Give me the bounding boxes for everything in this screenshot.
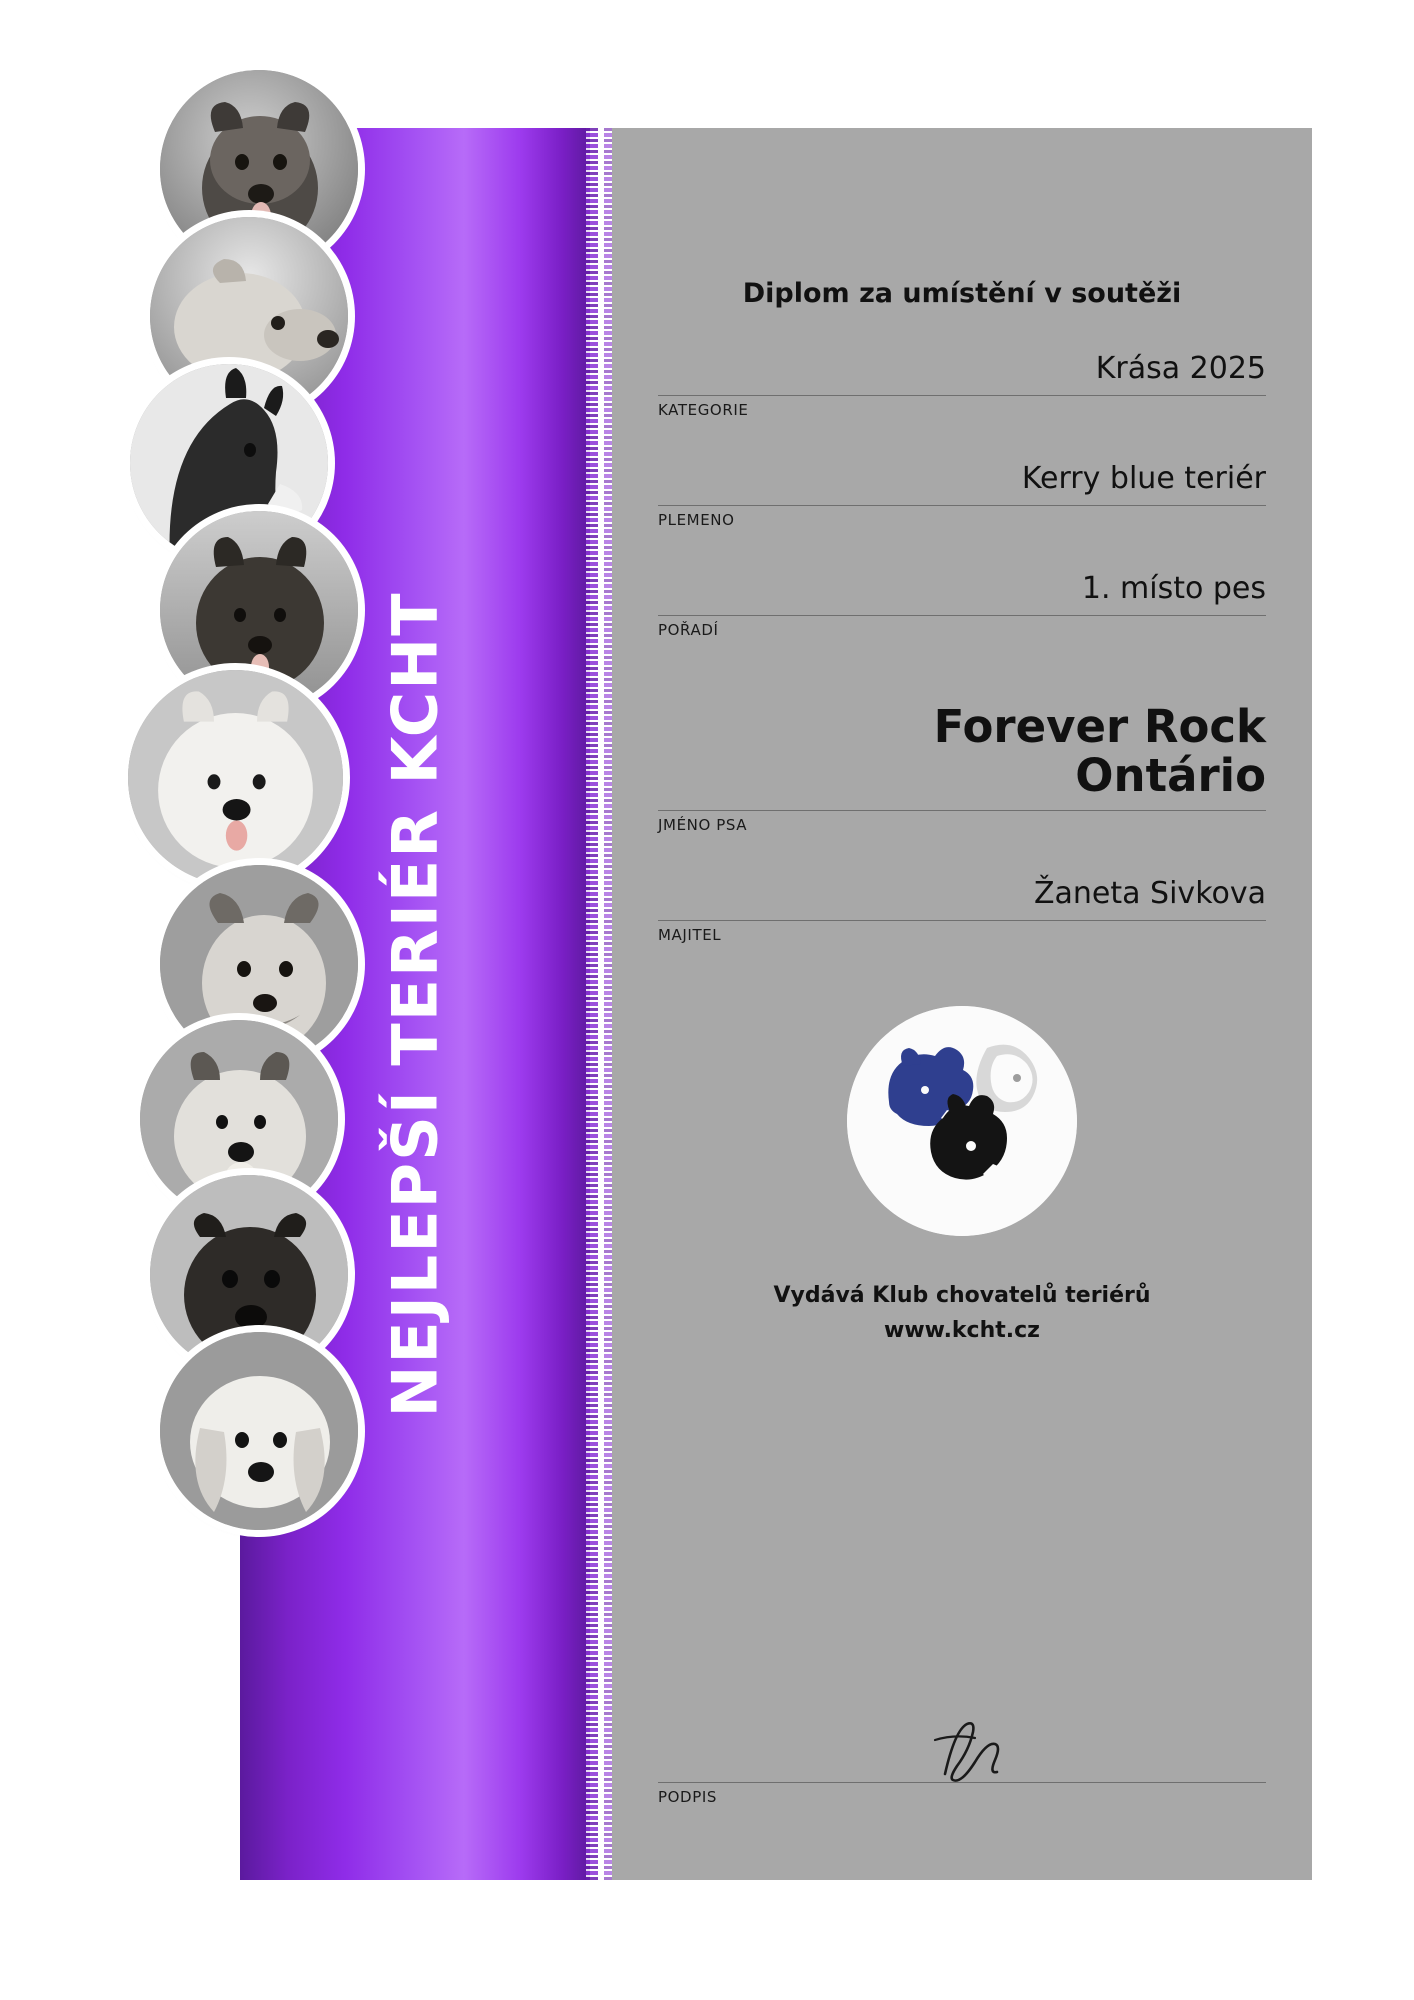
publisher-line-1: Vydává Klub chovatelů teriérů [773,1283,1151,1309]
signature-block [658,1712,1266,1806]
dog-photo-dandie-dinmont-terrier-image [160,1332,358,1530]
certificate-content [612,128,1312,1880]
band-edge-right [604,128,612,1880]
publisher-line-2: www.kcht.cz [884,1318,1040,1344]
field-kategorie-value: Krása 2025 [1095,351,1266,386]
field-poradi-value: 1. místo pes [1081,571,1266,606]
dog-photo-strip [150,70,390,1880]
publisher-block [658,1278,1266,1348]
field-kategorie-label: KATEGORIE [658,401,749,419]
field-jmeno-psa-label: JMÉNO PSA [658,816,748,835]
field-jmeno-psa [658,700,1266,835]
field-plemeno-value: Kerry blue teriér [1021,461,1266,496]
dog-photo-west-highland-white-terrier-image [128,670,343,885]
field-poradi-label: POŘADÍ [658,621,719,639]
field-majitel-label: MAJITEL [658,926,722,945]
field-majitel [658,876,1266,944]
band-edge-left [586,128,598,1880]
signature-label: PODPIS [658,1788,717,1806]
dog-photo-dandie-dinmont-terrier [160,1332,358,1530]
field-plemeno [658,461,1266,529]
field-poradi [658,571,1266,639]
kcht-terrier-logo-icon [847,1006,1077,1236]
signature-mark-icon [658,1712,1266,1782]
diploma-title: Diplom za umístění v soutěži [742,278,1182,309]
dog-name-line-2: Ontário [1075,748,1266,802]
field-jmeno-psa-value [658,700,1266,810]
field-majitel-value: Žaneta Sivkova [1033,876,1266,912]
logo-wrap [658,1006,1266,1236]
dog-name-line-1: Forever Rock [933,700,1266,753]
band-title-text: NEJLEPŠÍ TERIÉR KCHT [378,591,452,1417]
field-plemeno-label: PLEMENO [658,511,735,529]
dog-photo-west-highland-white-terrier [128,670,343,885]
field-kategorie [658,351,1266,419]
